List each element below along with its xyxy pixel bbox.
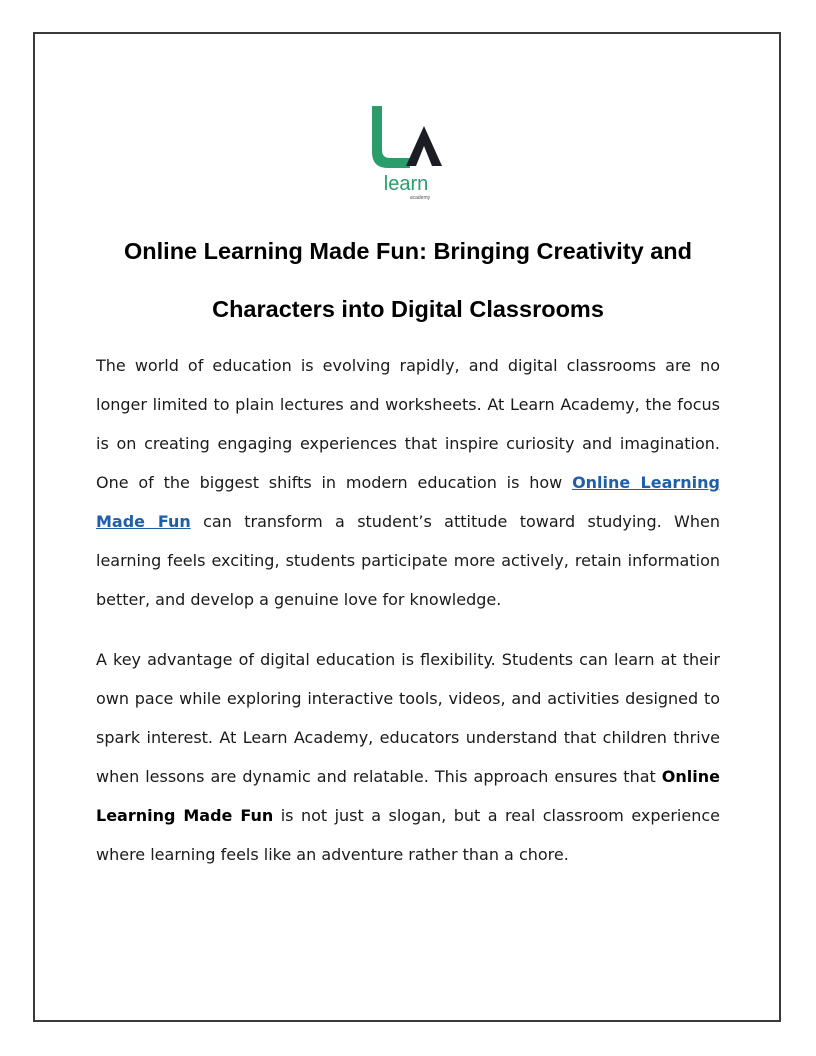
- logo-word: learn: [383, 173, 429, 195]
- flexibility-paragraph: [96, 640, 720, 874]
- online-learning-made-fun-bold: Online Learning Made Fun: [96, 767, 720, 825]
- logo-green-l: [372, 106, 410, 168]
- learn-academy-logo-mark: [366, 100, 450, 204]
- flexibility-text-start: A key advantage of digital education is flexibility. Students can learn at their own pace while exploring interactive tools, videos, and activities designed to spark interest. At Learn Academy, educators understand that children thrive when lessons are dynamic and relatable. This approach ensures that: [96, 650, 720, 786]
- online-learning-made-fun-link[interactable]: Online Learning Made Fun: [96, 473, 720, 531]
- flexibility-text-end: is not just a slogan, but a real classroom experience where learning feels like an adventure rather than a chore.: [96, 806, 720, 864]
- page-title: Online Learning Made Fun: Bringing Creativity and Characters into Digital Classrooms: [124, 238, 692, 322]
- logo-dark-a: [406, 126, 442, 166]
- intro-paragraph: [96, 346, 720, 619]
- intro-text-end: can transform a student’s attitude toward studying. When learning feels exciting, students participate more actively, retain information better, and develop a genuine love for knowledge.: [96, 512, 720, 609]
- learn-academy-logo: [366, 100, 450, 204]
- logo-subword: academy: [409, 195, 431, 201]
- intro-text-start: The world of education is evolving rapidly, and digital classrooms are no longer limited to plain lectures and worksheets. At Learn Academy, the focus is on creating engaging experiences that inspire curiosity and imagination. One of the biggest shifts in modern education is how: [96, 356, 720, 492]
